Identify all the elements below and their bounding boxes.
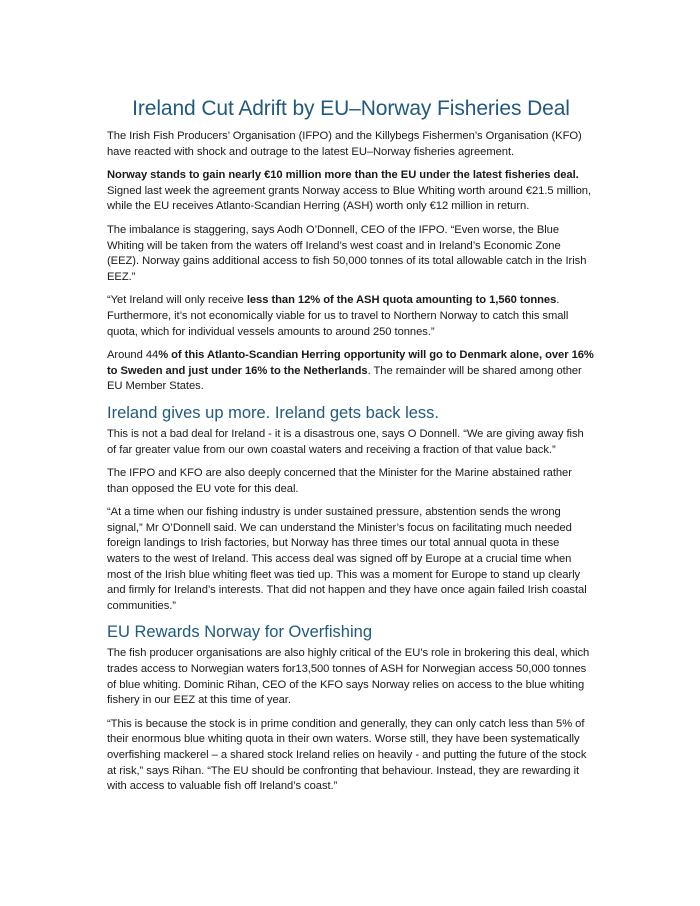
paragraph-disastrous: This is not a bad deal for Ireland - it is a disastrous one, says O Donnell. “We are giving away fish of far greater value from our own coastal waters and receiving a fraction of that value back.” <box>107 427 584 456</box>
paragraph-rihan-quote: “This is because the stock is in prime condition and generally, they can only catch less than 5% of their enormous blue whiting quota in their own waters. Worse still, they have been systematically overfishing mackerel – a shared stock Ireland relies on heavily - and putting the future of the stock at risk,” says Rihan. “The EU should be confronting that behaviour. Instead, they are rewarding it with access to valuable fish off Ireland’s coast.” <box>107 717 587 793</box>
article-title: Ireland Cut Adrift by EU–Norway Fisheries Deal <box>132 97 570 120</box>
paragraph-intro: The Irish Fish Producers’ Organisation (IFPO) and the Killybegs Fishermen’s Organisation (KFO) have reacted with shock and outrage to the latest EU–Norway fisheries agreement. <box>107 130 582 158</box>
paragraph-norway-gain-rest: Signed last week the agreement grants Norway access to Blue Whiting worth around €21.5 million, while the EU receives Atlanto-Scandian Herring (ASH) worth only €12 million in return. <box>107 184 592 213</box>
paragraph-abstention-quote: “At a time when our fishing industry is under sustained pressure, abstention sends the wrong signal,” Mr O’Donnell said. We can understand the Minister’s focus on facilitating much needed foreign landings to Irish factories, but Norway has three times our total annual quota in these waters to the west of Ireland. This access deal was signed off by Europe at a crucial time when most of the Irish blue whiting fleet was tied up. This was a moment for Europe to stand up clearly and firmly for Ireland’s interests. That did not happen and they have once again failed Irish coastal communities.” <box>107 506 587 612</box>
paragraph-ash-quota <box>107 293 595 340</box>
paragraph-distribution-rest: . The remainder will be shared among other EU Member States. <box>107 364 582 393</box>
paragraph-norway-gain-bold: Norway stands to gain nearly €10 million more than the EU under the latest fisheries deal. <box>107 169 579 182</box>
paragraph-norway-gain <box>107 168 595 215</box>
paragraph-distribution <box>107 348 595 395</box>
paragraph-ash-quota-rest: . Furthermore, it’s not economically viable for us to travel to Northern Norway to catch this small quota, which for individual vessels amounts to around 250 tonnes.” <box>107 294 569 338</box>
paragraph-eu-role: The fish producer organisations are also highly critical of the EU’s role in brokering this deal, which trades access to Norwegian waters for13,500 tonnes of ASH for Norwegian access 50,000 tonnes of blue whiting. Dominic Rihan, CEO of the KFO says Norway relies on access to the blue whiting fishery in our EEZ at this time of year. <box>107 647 590 707</box>
paragraph-imbalance: The imbalance is staggering, says Aodh O’Donnell, CEO of the IFPO. “Even worse, the Blue Whiting will be taken from the waters off Ireland’s west coast and in Ireland’s Economic Zone (EEZ). Norway gains additional access to fish 50,000 tonnes of its total allowable catch in the Irish EEZ.” <box>107 223 587 283</box>
section-heading-overfishing: EU Rewards Norway for Overfishing <box>107 623 372 642</box>
section-heading-gives-up-more: Ireland gives up more. Ireland gets back less. <box>107 403 440 422</box>
paragraph-distribution-bold: % of this Atlanto-Scandian Herring opportunity will go to Denmark alone, over 16% to Sweden and just under 16% to the Netherlands <box>107 349 594 377</box>
paragraph-ash-quota-bold: less than 12% of the ASH quota amounting to 1,560 tonnes <box>246 294 557 307</box>
paragraph-minister-abstained: The IFPO and KFO are also deeply concerned that the Minister for the Marine abstained rather than opposed the EU vote for this deal. <box>107 467 572 495</box>
document-page <box>107 96 595 803</box>
paragraph-distribution-start: Around 44 <box>107 349 159 362</box>
paragraph-ash-quota-start: “Yet Ireland will only receive <box>107 294 247 307</box>
